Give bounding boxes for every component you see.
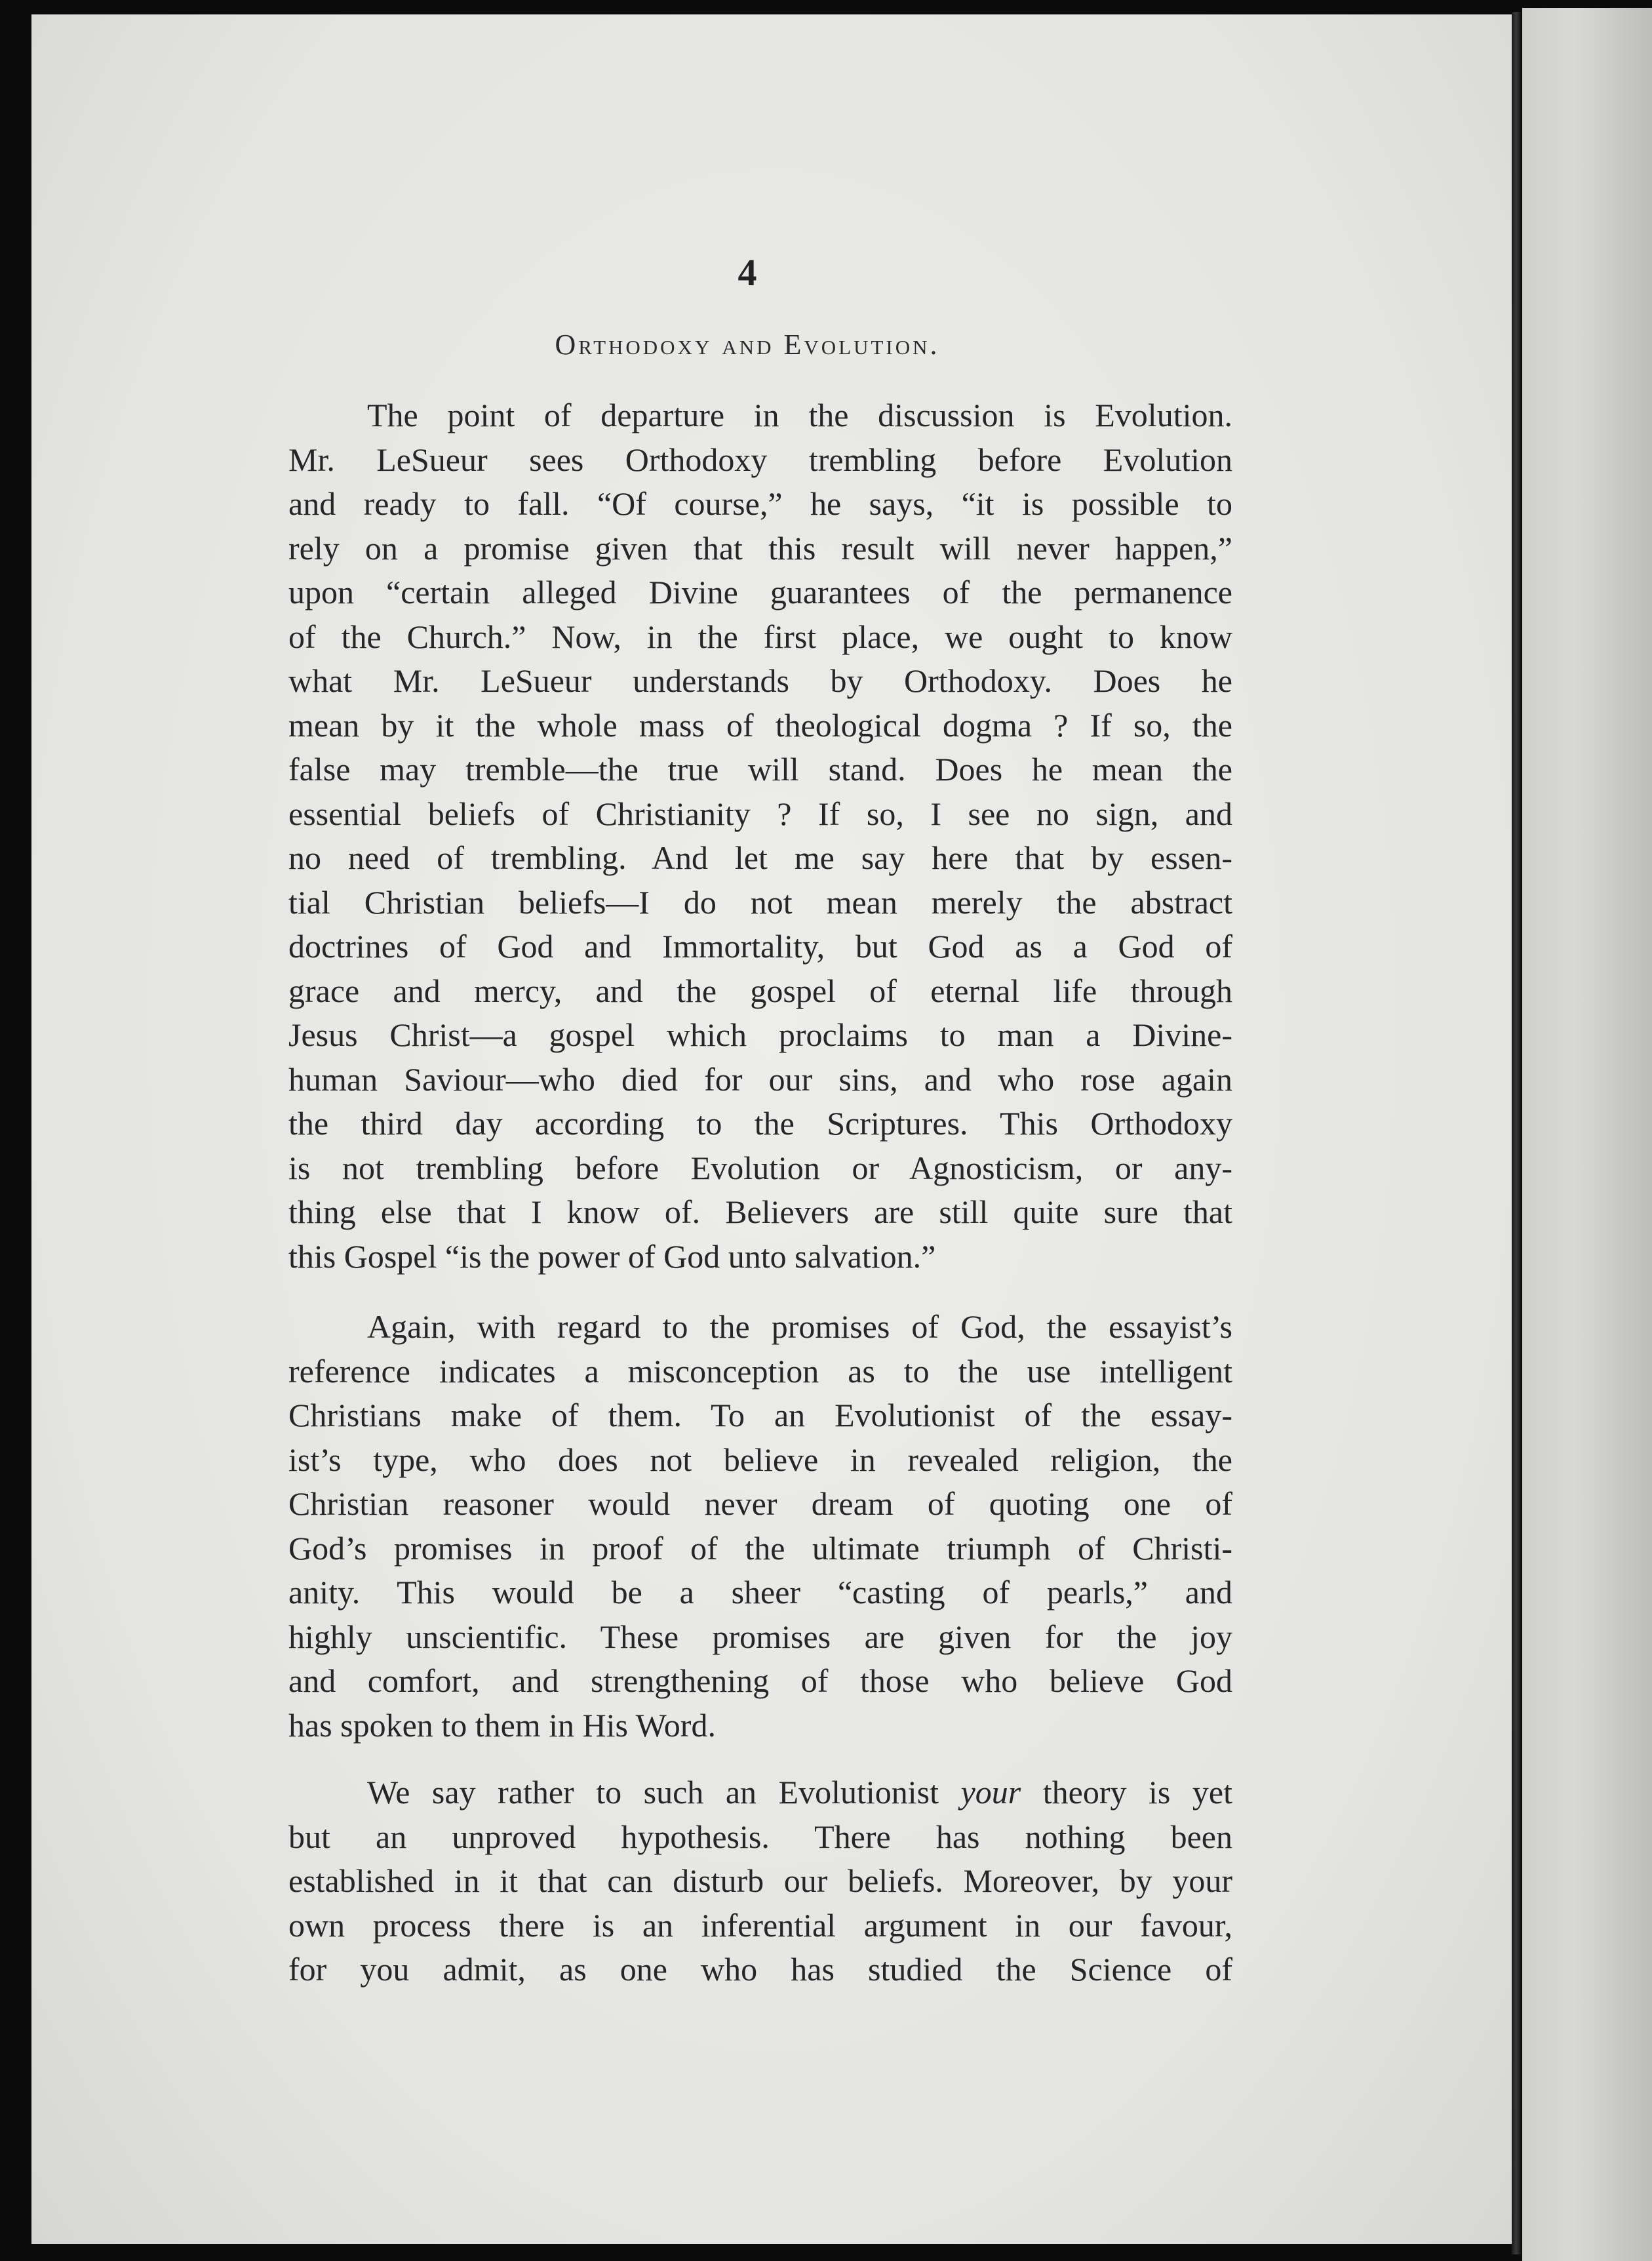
text-line: essential beliefs of Christianity ? If so, I see no sign, and [288, 795, 1232, 832]
text-line: The point of departure in the discussion is Evolution. [367, 397, 1232, 433]
paragraph-3 [288, 1771, 1232, 1992]
text-line: human Saviour—who died for our sins, and who rose again [288, 1060, 1232, 1098]
text-line: established in it that can disturb our beliefs. Moreover, by your [288, 1862, 1232, 1899]
facing-page-edge [1522, 8, 1652, 2261]
text-line: has spoken to them in His Word. [288, 1706, 716, 1744]
page-gutter [1512, 12, 1521, 2254]
text-line: own process there is an inferential argument in our favour, [288, 1906, 1232, 1944]
text-line: Christian reasoner would never dream of quoting one of [288, 1485, 1232, 1522]
paragraph-2 [288, 1305, 1232, 1748]
text-line: doctrines of God and Immortality, but God as a God of [288, 928, 1232, 965]
text-line: God’s promises in proof of the ultimate triumph of Christi- [288, 1529, 1232, 1567]
text-fragment: theory is yet [1021, 1774, 1232, 1811]
text-line: and comfort, and strengthening of those who believe God [288, 1662, 1232, 1699]
text-line: mean by it the whole mass of theological dogma ? If so, the [288, 706, 1232, 744]
text-line: tial Christian beliefs—I do not mean merely the abstract [288, 883, 1232, 921]
text-line: Mr. LeSueur sees Orthodoxy trembling before Evolution [288, 441, 1232, 478]
text-line [288, 1771, 1232, 1815]
text-line: ist’s type, who does not believe in revealed religion, the [288, 1441, 1232, 1478]
text-line: is not trembling before Evolution or Agnosticism, or any- [288, 1149, 1232, 1186]
text-line: Again, with regard to the promises of God, the essayist’s [367, 1308, 1232, 1345]
text-line: highly unscientific. These promises are given for the joy [288, 1618, 1232, 1655]
text-line: thing else that I know of. Believers are still quite sure that [288, 1193, 1232, 1230]
text-line: Jesus Christ—a gospel which proclaims to man a Divine- [288, 1016, 1232, 1053]
text-line: false may tremble—the true will stand. Does he mean the [288, 751, 1232, 788]
paragraph-1 [288, 393, 1232, 1279]
text-line: what Mr. LeSueur understands by Orthodoxy. Does he [288, 662, 1232, 699]
text-line: no need of trembling. And let me say here that by essen- [288, 839, 1232, 876]
text-line: and ready to fall. “Of course,” he says, “it is possible to [288, 485, 1232, 522]
page-number: 4 [738, 251, 757, 294]
text-line: for you admit, as one who has studied the Science of [288, 1951, 1232, 1988]
text-line: but an unproved hypothesis. There has nothing been [288, 1818, 1232, 1855]
text-line: rely on a promise given that this result will never happen,” [288, 529, 1232, 567]
text-line: this Gospel “is the power of God unto salvation.” [288, 1237, 936, 1275]
text-line: anity. This would be a sheer “casting of pearls,” and [288, 1574, 1232, 1611]
text-line: the third day according to the Scriptures. This Orthodoxy [288, 1105, 1232, 1142]
text-line: reference indicates a misconception as to the use intelligent [288, 1352, 1232, 1390]
text-line: Christians make of them. To an Evolutionist of the essay- [288, 1397, 1232, 1433]
text-line: grace and mercy, and the gospel of eternal life through [288, 972, 1232, 1009]
chapter-title: Orthodoxy and Evolution. [555, 329, 940, 361]
emphasized-word: your [960, 1774, 1021, 1811]
text-line: of the Church.” Now, in the first place, we ought to know [288, 618, 1232, 655]
text-fragment: We say rather to such an Evolutionist [367, 1774, 961, 1811]
text-line: upon “certain alleged Divine guarantees of the permanence [288, 574, 1232, 610]
